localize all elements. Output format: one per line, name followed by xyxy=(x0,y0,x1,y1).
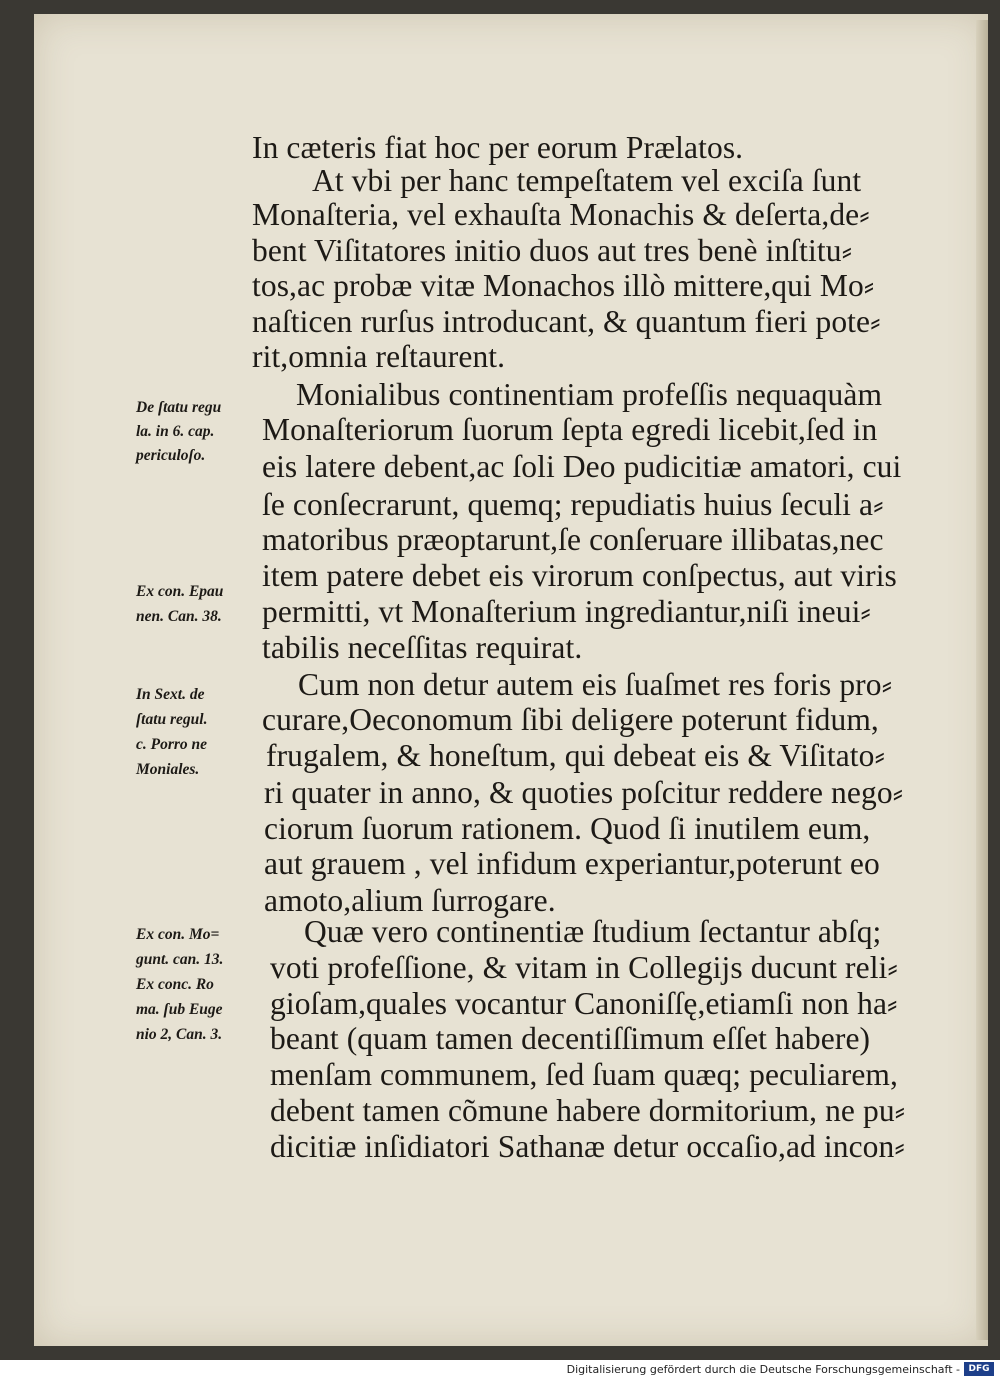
text-line: In cæteris fiat hoc per eorum Prælatos. xyxy=(252,130,744,165)
margin-note: gunt. can. 13. xyxy=(136,951,224,968)
margin-note: nio 2, Can. 3. xyxy=(136,1026,223,1043)
margin-note: ſtatu regul. xyxy=(136,711,208,728)
text-line: dicitiæ inſidiatori Sathanæ detur occaſio,ad incon⸗ xyxy=(270,1129,905,1164)
text-line: frugalem, & honeſtum, qui debeat eis & Viſitato⸗ xyxy=(266,738,886,773)
text-line: matoribus præoptarunt,ſe conſeruare illibatas,nec xyxy=(262,522,884,557)
margin-note: ma. ſub Euge xyxy=(136,1001,223,1018)
text-line: item patere debet eis virorum conſpectus, aut viris xyxy=(262,558,897,593)
margin-note: Ex conc. Ro xyxy=(136,976,214,993)
text-line: Monaſteria, vel exhauſta Monachis & deſerta,de⸗ xyxy=(252,197,870,232)
text-line: beant (quam tamen decentiſſimum eſſet habere) xyxy=(270,1021,871,1056)
text-line: naſticen rurſus introducant, & quantum fieri pote⸗ xyxy=(252,304,881,339)
margin-note: Ex con. Epau xyxy=(136,583,224,600)
text-line: permitti, vt Monaſterium ingrediantur,niſi ineui⸗ xyxy=(262,594,872,629)
text-line: Monaſteriorum ſuorum ſepta egredi licebit,ſed in xyxy=(262,412,878,447)
margin-note: De ſtatu regu xyxy=(136,399,222,416)
text-line: ciorum ſuorum rationem. Quod ſi inutilem eum, xyxy=(264,811,871,846)
margin-note: In Sext. de xyxy=(136,686,205,703)
text-line: debent tamen cõmune habere dormitorium, ne pu⸗ xyxy=(270,1093,906,1128)
text-line: rit,omnia reſtaurent. xyxy=(252,339,506,374)
margin-note: Ex con. Mo= xyxy=(136,926,220,943)
text-line: tabilis neceſſitas requirat. xyxy=(262,630,583,665)
text-line: Monialibus continentiam profeſſis nequaquàm xyxy=(296,377,883,412)
margin-note: la. in 6. cap. xyxy=(136,423,215,440)
text-line: menſam communem, ſed ſuam quæq; peculiarem, xyxy=(270,1057,899,1092)
text-line: Quæ vero continentiæ ſtudium ſectantur abſq; xyxy=(304,914,882,949)
text-line: aut grauem , vel infidum experiantur,poterunt eo xyxy=(264,846,880,881)
text-line: gioſam,quales vocantur Canoniſſę,etiamſi non ha⸗ xyxy=(270,986,898,1021)
text-line: eis latere debent,ac ſoli Deo pudicitiæ amatori, cui xyxy=(262,449,902,484)
margin-note: Moniales. xyxy=(136,761,200,778)
dfg-logo: DFG xyxy=(964,1362,994,1376)
page-edge xyxy=(976,20,988,1340)
margin-note: c. Porro ne xyxy=(136,736,208,753)
text-line: ſe conſecrarunt, quemq; repudiatis huius ſeculi a⸗ xyxy=(262,487,884,522)
text-line: voti profeſſione, & vitam in Collegijs ducunt reli⸗ xyxy=(270,950,898,985)
text-line: Cum non detur autem eis ſuaſmet res foris pro⸗ xyxy=(298,667,893,702)
text-line: At vbi per hanc tempeſtatem vel exciſa ſunt xyxy=(312,163,862,198)
margin-note: periculoſo. xyxy=(136,447,206,464)
text-line: amoto,alium ſurrogare. xyxy=(264,883,556,918)
text-line: curare,Oeconomum ſibi deligere poterunt fidum, xyxy=(262,702,879,737)
text-line: ri quater in anno, & quoties poſcitur reddere nego⸗ xyxy=(264,775,904,810)
text-line: bent Viſitatores initio duos aut tres benè inſtitu⸗ xyxy=(252,233,853,268)
margin-note: nen. Can. 38. xyxy=(136,608,222,625)
text-line: tos,ac probæ vitæ Monachos illò mittere,qui Mo⸗ xyxy=(252,268,875,303)
footer-credit: Digitalisierung gefördert durch die Deutsche Forschungsgemeinschaft - xyxy=(566,1363,960,1376)
